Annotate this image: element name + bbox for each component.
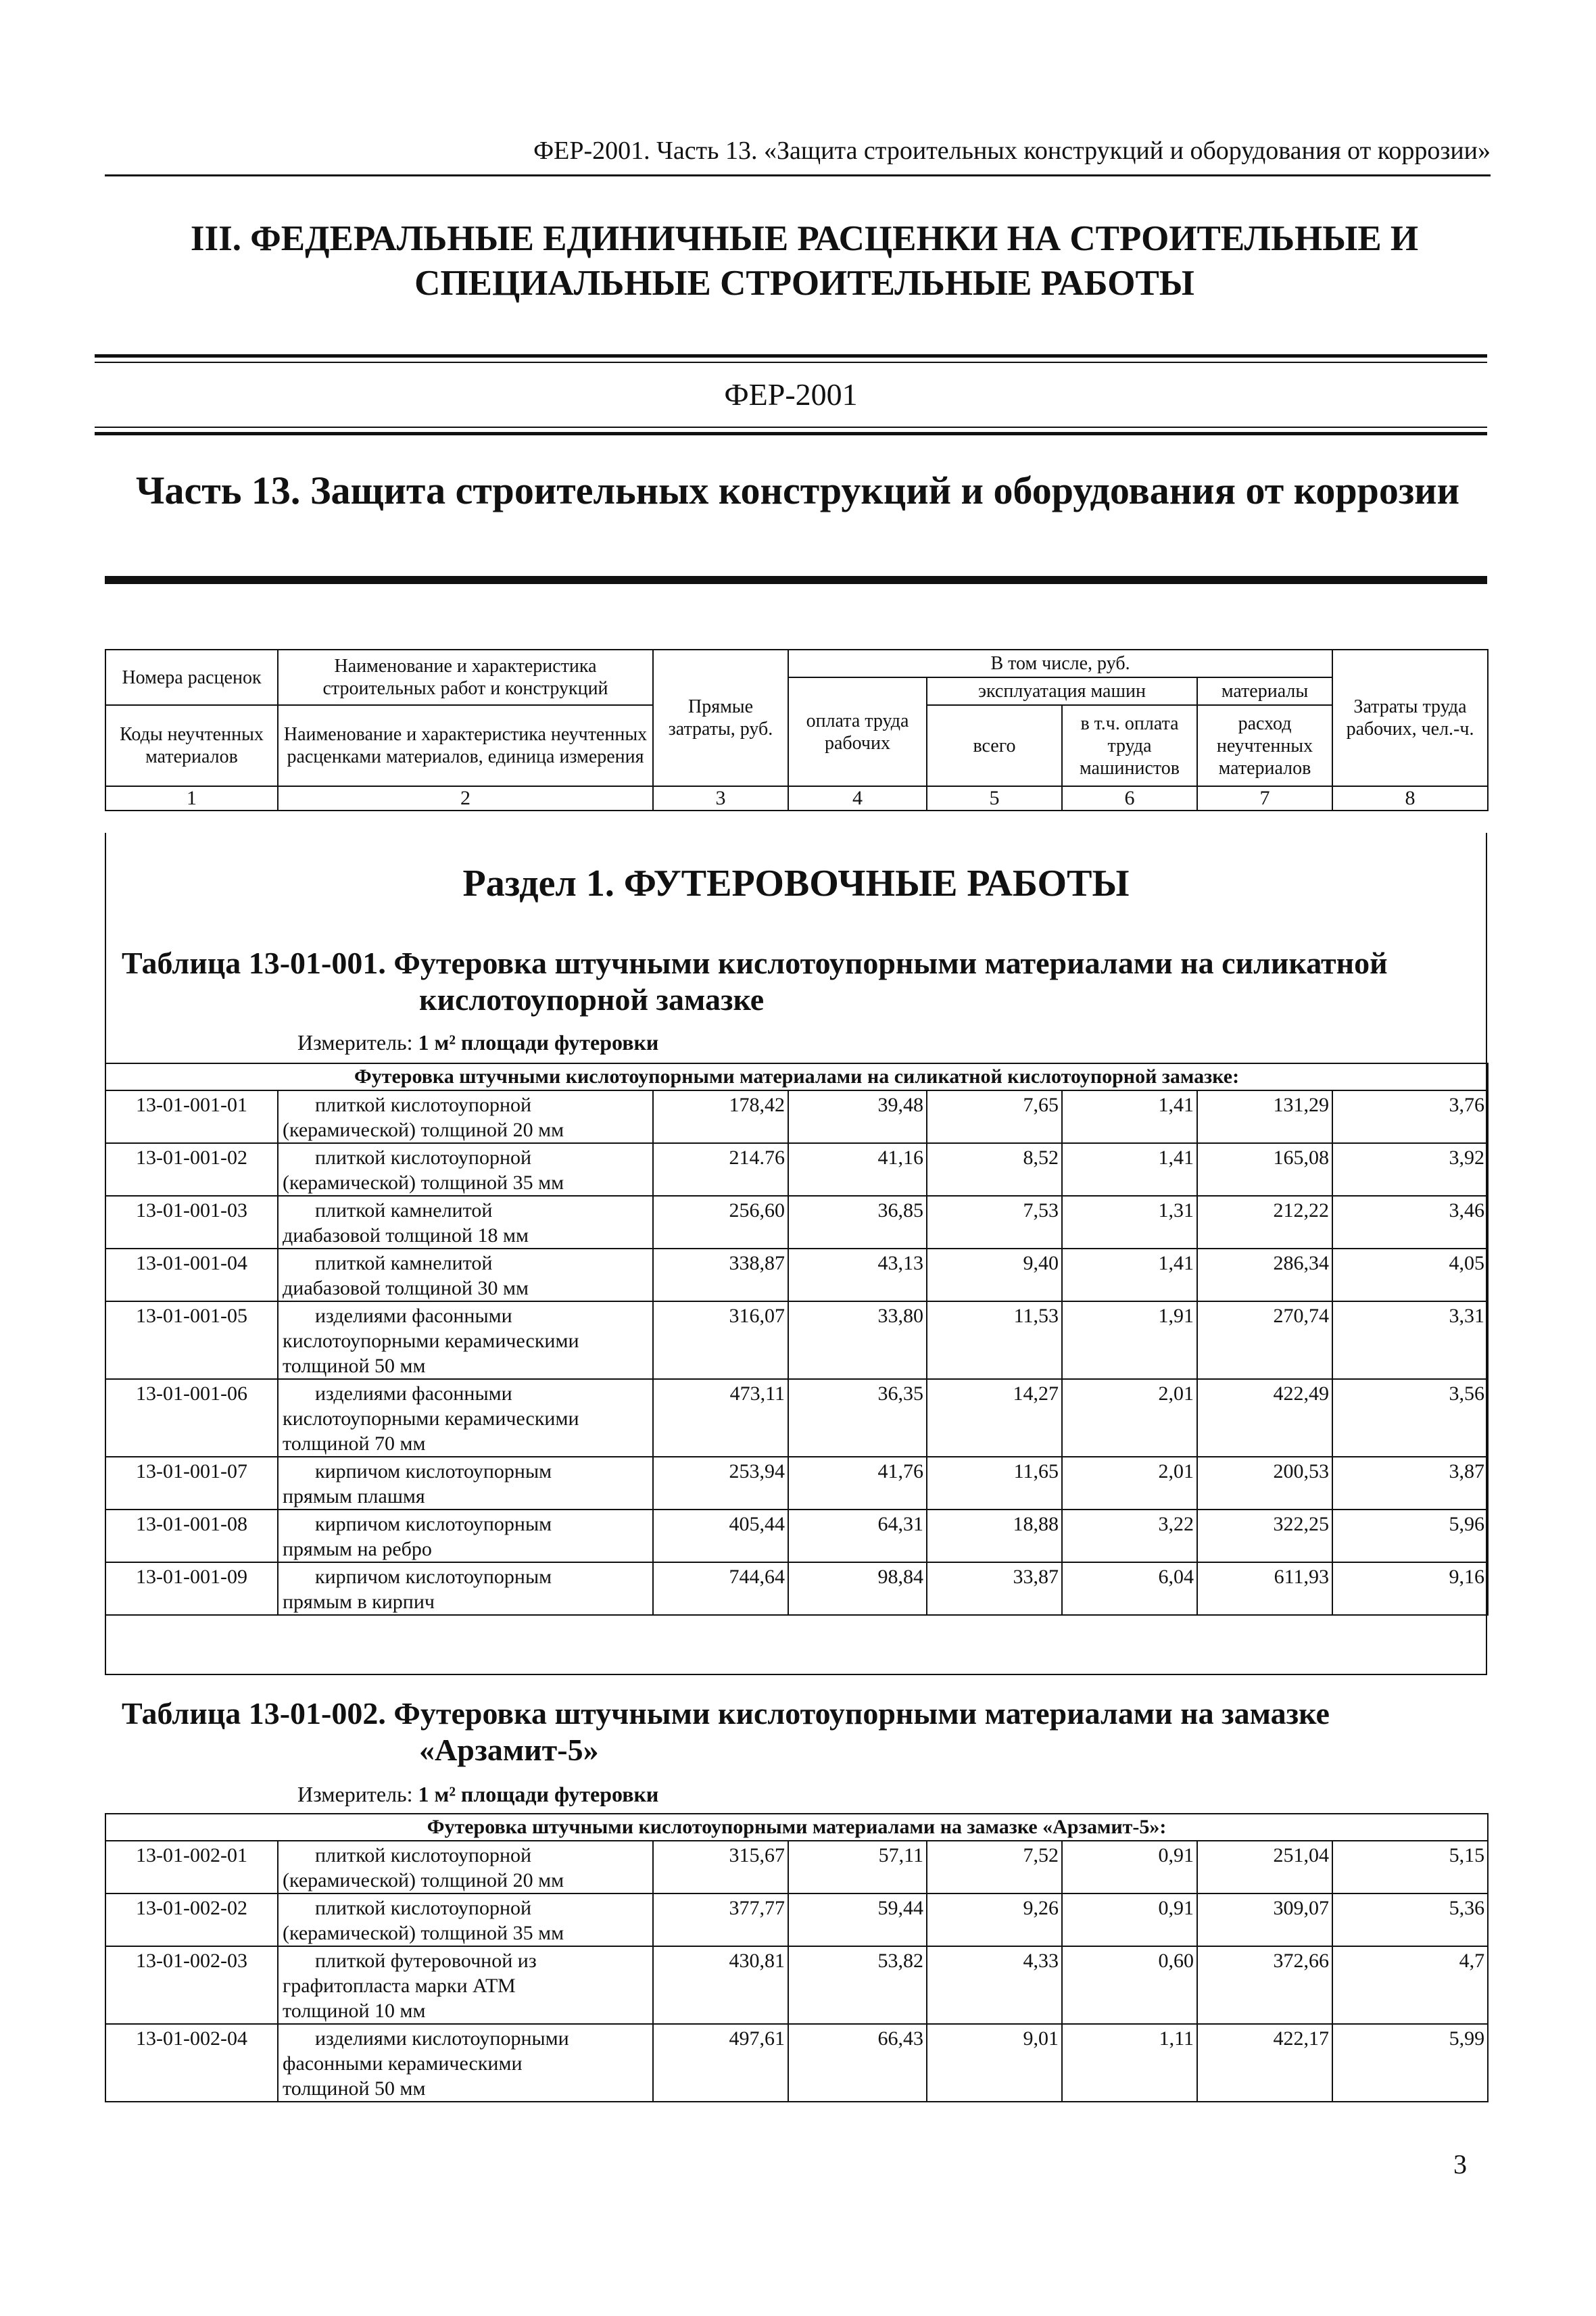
table-row: [105, 2024, 1488, 2102]
description-line: кирпичом кислотоупорным: [315, 1566, 552, 1588]
machine-total: 7,65: [927, 1090, 1062, 1143]
machine-total: 18,88: [927, 1510, 1062, 1562]
description-line: прямым в кирпич: [283, 1591, 435, 1613]
description-line: прямым на ребро: [283, 1538, 432, 1560]
rates-table-13-01-001: [105, 1063, 1489, 1616]
description-line: плиткой кислотоупорной: [315, 1897, 532, 1919]
materials-cost: 270,74: [1197, 1301, 1332, 1379]
machine-total: 11,65: [927, 1457, 1062, 1510]
section-title-line2: СПЕЦИАЛЬНЫЕ СТРОИТЕЛЬНЫЕ РАБОТЫ: [414, 264, 1194, 303]
rate-code: 13-01-001-08: [105, 1510, 278, 1562]
machine-total: 8,52: [927, 1143, 1062, 1196]
rate-description: [278, 1946, 653, 2024]
labor-hours: 4,7: [1332, 1946, 1488, 2024]
description-line: фасонными керамическими: [283, 2052, 523, 2075]
measure-label: Измеритель:: [297, 1782, 418, 1806]
machine-total: 9,40: [927, 1249, 1062, 1301]
table2-title-line1: Таблица 13-01-002. Футеровка штучными кислотоупорными материалами на замазке: [122, 1696, 1330, 1731]
labor-hours: 3,46: [1332, 1196, 1488, 1249]
rate-code: 13-01-002-01: [105, 1841, 278, 1893]
description-line: диабазовой толщиной 30 мм: [283, 1277, 529, 1299]
table-row: [105, 1457, 1488, 1510]
labor-wages: 53,82: [788, 1946, 927, 2024]
labor-hours: 3,56: [1332, 1379, 1488, 1457]
rate-description: [278, 1090, 653, 1143]
header-zatraty: Затраты труда рабочих, чел.-ч.: [1332, 650, 1488, 786]
direct-costs: 377,77: [653, 1893, 788, 1946]
machine-total: 33,87: [927, 1562, 1062, 1615]
labor-wages: 64,31: [788, 1510, 927, 1562]
rule: [95, 427, 1487, 428]
rate-description: [278, 1379, 653, 1457]
description-line: плиткой камнелитой: [315, 1199, 493, 1222]
machine-total: 11,53: [927, 1301, 1062, 1379]
materials-cost: 251,04: [1197, 1841, 1332, 1893]
machinist-wages: 1,41: [1062, 1090, 1197, 1143]
labor-wages: 98,84: [788, 1562, 927, 1615]
header-nomera: Номера расценок: [105, 650, 278, 705]
table-row: [105, 1946, 1488, 2024]
description-line: толщиной 70 мм: [283, 1432, 426, 1455]
table1-title: [122, 945, 1388, 1018]
machinist-wages: 2,01: [1062, 1379, 1197, 1457]
thick-rule: [105, 576, 1487, 584]
materials-cost: 200,53: [1197, 1457, 1332, 1510]
labor-hours: 5,96: [1332, 1510, 1488, 1562]
direct-costs: 315,67: [653, 1841, 788, 1893]
labor-wages: 66,43: [788, 2024, 927, 2102]
rate-description: [278, 2024, 653, 2102]
rate-description: [278, 1196, 653, 1249]
rate-code: 13-01-001-03: [105, 1196, 278, 1249]
header-naim-rabot: Наименование и характеристика строительных работ и конструкций: [278, 650, 653, 705]
description-line: плиткой кислотоупорной: [315, 1147, 532, 1169]
table-row: [105, 1893, 1488, 1946]
description-line: плиткой кислотоупорной: [315, 1844, 532, 1866]
labor-hours: 5,36: [1332, 1893, 1488, 1946]
materials-cost: 131,29: [1197, 1090, 1332, 1143]
description-line: плиткой кислотоупорной: [315, 1094, 532, 1116]
rate-code: 13-01-001-05: [105, 1301, 278, 1379]
description-line: толщиной 50 мм: [283, 1355, 426, 1377]
col-number: 4: [788, 786, 927, 811]
rate-description: [278, 1893, 653, 1946]
description-line: графитопласта марки АТМ: [283, 1975, 516, 1997]
rate-code: 13-01-002-02: [105, 1893, 278, 1946]
table-row: [105, 1090, 1488, 1143]
header-v-t-ch: в т.ч. оплата труда машинистов: [1062, 705, 1197, 786]
labor-wages: 36,35: [788, 1379, 927, 1457]
direct-costs: 256,60: [653, 1196, 788, 1249]
machinist-wages: 1,11: [1062, 2024, 1197, 2102]
table-row: [105, 1249, 1488, 1301]
materials-cost: 309,07: [1197, 1893, 1332, 1946]
direct-costs: 316,07: [653, 1301, 788, 1379]
machinist-wages: 0,91: [1062, 1841, 1197, 1893]
measure-label: Измеритель:: [297, 1030, 418, 1055]
description-line: плиткой футеровочной из: [315, 1950, 537, 1972]
rate-description: [278, 1301, 653, 1379]
table-row: [105, 1301, 1488, 1379]
table-row: [105, 1562, 1488, 1615]
col-number: 6: [1062, 786, 1197, 811]
materials-cost: 286,34: [1197, 1249, 1332, 1301]
direct-costs: 744,64: [653, 1562, 788, 1615]
labor-wages: 36,85: [788, 1196, 927, 1249]
machinist-wages: 1,31: [1062, 1196, 1197, 1249]
header-vsego: всего: [927, 705, 1062, 786]
labor-hours: 3,92: [1332, 1143, 1488, 1196]
direct-costs: 253,94: [653, 1457, 788, 1510]
col-number: 5: [927, 786, 1062, 811]
labor-wages: 41,16: [788, 1143, 927, 1196]
direct-costs: 338,87: [653, 1249, 788, 1301]
rate-code: 13-01-002-03: [105, 1946, 278, 2024]
direct-costs: 405,44: [653, 1510, 788, 1562]
materials-cost: 422,49: [1197, 1379, 1332, 1457]
machinist-wages: 3,22: [1062, 1510, 1197, 1562]
col-number: 1: [105, 786, 278, 811]
labor-hours: 3,76: [1332, 1090, 1488, 1143]
labor-wages: 59,44: [788, 1893, 927, 1946]
rate-code: 13-01-001-04: [105, 1249, 278, 1301]
collection-code-band: [95, 354, 1487, 435]
rule: [95, 432, 1487, 435]
labor-hours: 3,31: [1332, 1301, 1488, 1379]
rate-description: [278, 1562, 653, 1615]
labor-hours: 5,15: [1332, 1841, 1488, 1893]
labor-wages: 39,48: [788, 1090, 927, 1143]
labor-hours: 5,99: [1332, 2024, 1488, 2102]
table-row: [105, 1196, 1488, 1249]
section-heading: Раздел 1. ФУТЕРОВОЧНЫЕ РАБОТЫ: [462, 863, 1130, 904]
description-line: кирпичом кислотоупорным: [315, 1513, 552, 1535]
machine-total: 7,52: [927, 1841, 1062, 1893]
direct-costs: 214.76: [653, 1143, 788, 1196]
machine-total: 9,01: [927, 2024, 1062, 2102]
description-line: (керамической) толщиной 35 мм: [283, 1172, 564, 1194]
table-row: [105, 1379, 1488, 1457]
table1-title-line1: Таблица 13-01-001. Футеровка штучными кислотоупорными материалами на силикатной: [122, 946, 1388, 980]
column-header-table: [105, 649, 1489, 811]
header-oplata: оплата труда рабочих: [788, 677, 927, 786]
labor-hours: 3,87: [1332, 1457, 1488, 1510]
machine-total: 4,33: [927, 1946, 1062, 2024]
header-kody: Коды неучтенных материалов: [105, 705, 278, 786]
machine-total: 14,27: [927, 1379, 1062, 1457]
rate-description: [278, 1510, 653, 1562]
section-title: [95, 216, 1514, 306]
group-header-row: [105, 1814, 1488, 1841]
rule: [95, 354, 1487, 358]
direct-costs: 497,61: [653, 2024, 788, 2102]
materials-cost: 212,22: [1197, 1196, 1332, 1249]
header-materialy: материалы: [1197, 677, 1332, 705]
table2-title-line2: «Арзамит-5»: [419, 1733, 599, 1767]
header-raskhod: расход неучтенных материалов: [1197, 705, 1332, 786]
direct-costs: 473,11: [653, 1379, 788, 1457]
rate-code: 13-01-001-01: [105, 1090, 278, 1143]
materials-cost: 422,17: [1197, 2024, 1332, 2102]
table2-title: [122, 1695, 1330, 1768]
group-header: Футеровка штучными кислотоупорными материалами на замазке «Арзамит-5»:: [105, 1814, 1488, 1841]
rate-description: [278, 1143, 653, 1196]
header-ekspluatatsiya: эксплуатация машин: [927, 677, 1197, 705]
header-rule: [105, 174, 1491, 176]
description-line: изделиями фасонными: [315, 1305, 512, 1327]
description-line: (керамической) толщиной 35 мм: [283, 1922, 564, 1944]
description-line: толщиной 50 мм: [283, 2077, 426, 2100]
machinist-wages: 0,60: [1062, 1946, 1197, 2024]
machinist-wages: 1,91: [1062, 1301, 1197, 1379]
description-line: диабазовой толщиной 18 мм: [283, 1224, 529, 1247]
running-header: ФЕР-2001. Часть 13. «Защита строительных конструкций и оборудования от коррозии»: [533, 137, 1491, 165]
measure-value: 1 м² площади футеровки: [418, 1030, 659, 1055]
rate-code: 13-01-001-07: [105, 1457, 278, 1510]
direct-costs: 178,42: [653, 1090, 788, 1143]
rates-table-13-01-002: [105, 1813, 1489, 2102]
machine-total: 7,53: [927, 1196, 1062, 1249]
col-number: 2: [278, 786, 653, 811]
labor-hours: 4,05: [1332, 1249, 1488, 1301]
table2-measure: [297, 1781, 658, 1808]
rate-description: [278, 1249, 653, 1301]
rate-description: [278, 1457, 653, 1510]
col-number: 3: [653, 786, 788, 811]
machine-total: 9,26: [927, 1893, 1062, 1946]
header-naim-materialov: Наименование и характеристика неучтенных расценками материалов, единица измерения: [278, 705, 653, 786]
materials-cost: 322,25: [1197, 1510, 1332, 1562]
rate-code: 13-01-001-06: [105, 1379, 278, 1457]
description-line: плиткой камнелитой: [315, 1252, 493, 1274]
section-title-line1: III. ФЕДЕРАЛЬНЫЕ ЕДИНИЧНЫЕ РАСЦЕНКИ НА СТРОИТЕЛЬНЫЕ И: [190, 219, 1419, 258]
header-pryamye: Прямые затраты, руб.: [653, 650, 788, 786]
rate-code: 13-01-002-04: [105, 2024, 278, 2102]
rule: [95, 362, 1487, 363]
materials-cost: 165,08: [1197, 1143, 1332, 1196]
table-row: [105, 1841, 1488, 1893]
labor-wages: 33,80: [788, 1301, 927, 1379]
machinist-wages: 1,41: [1062, 1249, 1197, 1301]
header-v-tom-chisle: В том числе, руб.: [788, 650, 1332, 677]
description-line: изделиями кислотоупорными: [315, 2027, 569, 2050]
machinist-wages: 2,01: [1062, 1457, 1197, 1510]
rate-code: 13-01-001-09: [105, 1562, 278, 1615]
materials-cost: 372,66: [1197, 1946, 1332, 2024]
table1-measure: [297, 1029, 658, 1056]
table-row: [105, 1143, 1488, 1196]
machinist-wages: 1,41: [1062, 1143, 1197, 1196]
description-line: кирпичом кислотоупорным: [315, 1460, 552, 1482]
description-line: прямым плашмя: [283, 1485, 425, 1507]
table1-title-line2: кислотоупорной замазке: [419, 982, 765, 1017]
table-row: [105, 1510, 1488, 1562]
description-line: толщиной 10 мм: [283, 2000, 426, 2022]
labor-wages: 41,76: [788, 1457, 927, 1510]
materials-cost: 611,93: [1197, 1562, 1332, 1615]
measure-value: 1 м² площади футеровки: [418, 1782, 659, 1806]
labor-wages: 43,13: [788, 1249, 927, 1301]
description-line: изделиями фасонными: [315, 1382, 512, 1405]
labor-wages: 57,11: [788, 1841, 927, 1893]
machinist-wages: 0,91: [1062, 1893, 1197, 1946]
group-header-row: [105, 1063, 1488, 1090]
group-header: Футеровка штучными кислотоупорными материалами на силикатной кислотоупорной замазке:: [105, 1063, 1488, 1090]
labor-hours: 9,16: [1332, 1562, 1488, 1615]
description-line: (керамической) толщиной 20 мм: [283, 1869, 564, 1891]
col-number: 8: [1332, 786, 1488, 811]
description-line: кислотоупорными керамическими: [283, 1407, 579, 1430]
part-title: Часть 13. Защита строительных конструкций и оборудования от коррозии: [135, 468, 1460, 512]
rate-code: 13-01-001-02: [105, 1143, 278, 1196]
page-number: 3: [1453, 2149, 1467, 2179]
direct-costs: 430,81: [653, 1946, 788, 2024]
col-number: 7: [1197, 786, 1332, 811]
collection-code: ФЕР-2001: [724, 377, 858, 412]
description-line: кислотоупорными керамическими: [283, 1330, 579, 1352]
machinist-wages: 6,04: [1062, 1562, 1197, 1615]
description-line: (керамической) толщиной 20 мм: [283, 1119, 564, 1141]
rate-description: [278, 1841, 653, 1893]
